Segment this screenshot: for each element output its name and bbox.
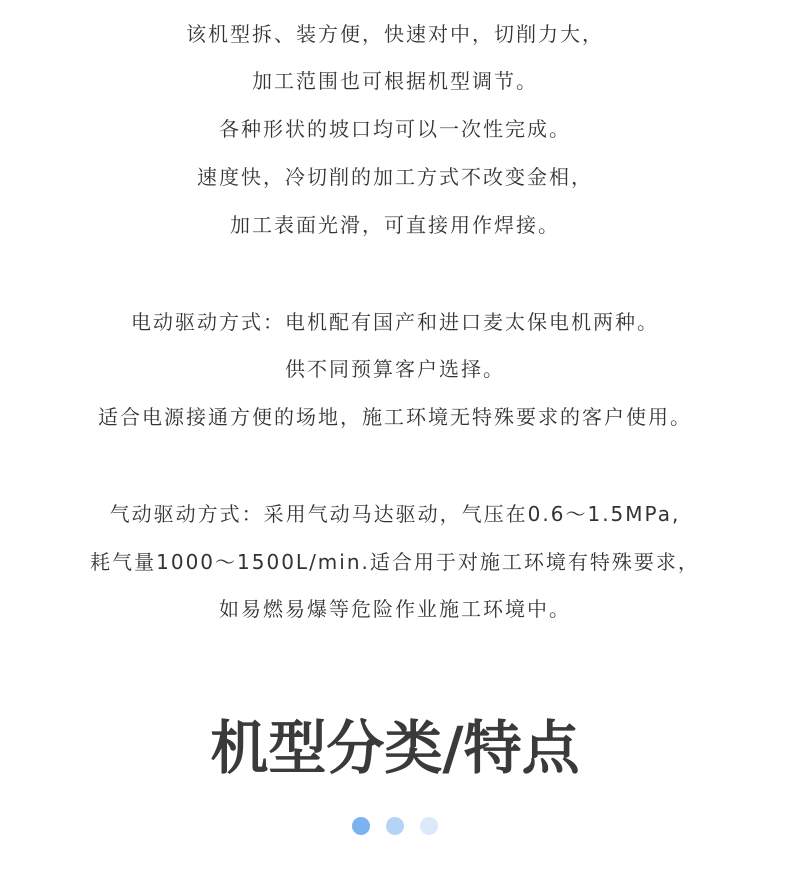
text-line: 加工表面光滑，可直接用作焊接。 <box>230 213 560 237</box>
text-line: 气动驱动方式：采用气动马达驱动，气压在0.6～1.5MPa, <box>109 502 681 526</box>
text-line: 供不同预算客户选择。 <box>285 357 505 381</box>
text-line: 加工范围也可根据机型调节。 <box>252 69 538 93</box>
text-line: 如易燃易爆等危险作业施工环境中。 <box>219 597 571 621</box>
text-line: 速度快，冷切削的加工方式不改变金相， <box>197 165 593 189</box>
carousel-dot-3[interactable] <box>420 817 438 835</box>
text-line: 电动驱动方式：电机配有国产和进口麦太保电机两种。 <box>131 310 659 334</box>
section-heading: 机型分类/特点 <box>210 714 580 782</box>
text-line: 该机型拆、装方便，快速对中，切削力大， <box>186 22 604 46</box>
carousel-dot-1[interactable] <box>352 817 370 835</box>
carousel-dot-2[interactable] <box>386 817 404 835</box>
text-line: 适合电源接通方便的场地，施工环境无特殊要求的客户使用。 <box>98 405 692 429</box>
text-line: 耗气量1000～1500L/min.适合用于对施工环境有特殊要求， <box>90 550 700 574</box>
text-line: 各种形状的坡口均可以一次性完成。 <box>219 117 571 141</box>
carousel-indicator <box>0 817 790 835</box>
